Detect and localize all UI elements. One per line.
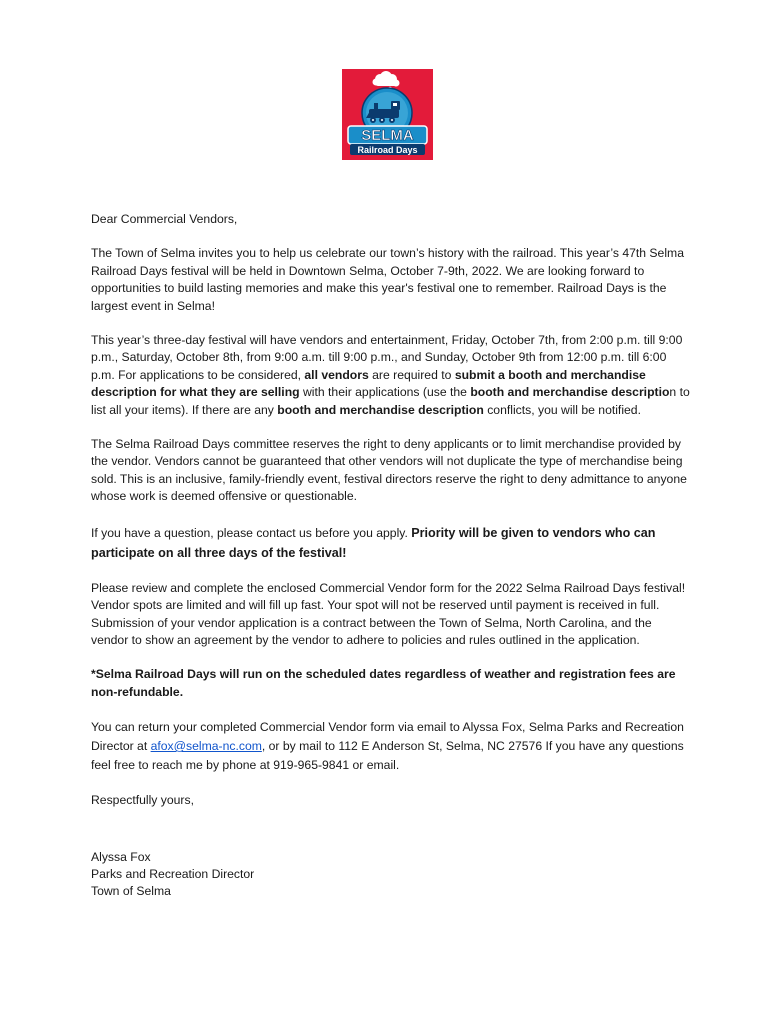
paragraph-invitation: The Town of Selma invites you to help us celebrate our town’s history with the railroad. This year’s 47th Selma Railroad Days festival will be held in Downtown Selma, October 7-9th, 2022. We are looking forward to opportunities to build lasting memories and make this year's festival one to remember. Railroad Days is the largest event in Selma! (91, 246, 684, 313)
paragraph-priority (91, 523, 691, 563)
email-link[interactable]: afox@selma-nc.com (150, 739, 262, 754)
contact-text-a: You can return your completed Commercial Vendor form via email to Alyssa Fox, Selma Parks and Recreation Director at (91, 720, 684, 754)
schedule-bold-conflicts: booth and merchandise description (277, 402, 484, 417)
salutation: Dear Commercial Vendors, (91, 212, 238, 226)
selma-railroad-days-logo (342, 69, 433, 160)
weather-notice: *Selma Railroad Days will run on the scheduled dates regardless of weather and registration fees are non-refundable. (91, 667, 676, 699)
logo-title: SELMA (361, 127, 414, 144)
schedule-bold-all-vendors: all vendors (304, 367, 369, 382)
letter-body (91, 211, 691, 901)
schedule-text-f: conflicts, you will be notified. (483, 402, 641, 417)
schedule-text-d: with their applications (use the (299, 385, 471, 400)
schedule-bold-submit: submit a booth and merchandise description for what they are selling (91, 367, 646, 400)
signature-block (91, 849, 691, 901)
schedule-text-c: are required to (368, 367, 455, 382)
paragraph-review: Please review and complete the enclosed Commercial Vendor form for the 2022 Selma Railroad Days festival! Vendor spots are limited and will fill up fast. Your spot will not be reserved until payment is received in full. Submission of your vendor application is a contract between the Town of Selma, North Carolina, and the vendor to show an agreement by the vendor to adhere to policies and rules outlined in the application. (91, 580, 686, 647)
priority-bold: Priority will be given to vendors who can participate on all three days of the festival! (91, 525, 656, 560)
priority-text: If you have a question, please contact us before you apply. (91, 525, 412, 540)
contact-text-b: , or by mail to 112 E Anderson St, Selma, NC 27576 If you have any questions feel free to reach me by phone at 919-965-9841 or email. (91, 739, 684, 773)
paragraph-schedule (91, 332, 691, 419)
schedule-bold-booth: booth and merchandise descriptio (470, 385, 670, 400)
schedule-text-e: n to list all your items). If there are any (91, 385, 690, 417)
schedule-text-a: This year’s three-day festival will have vendors and entertainment, Friday, October 7th, from 2:00 p.m. till 9:00 p.m., Saturday, October 8th, from 9:00 a.m. till 9:00 p.m., and Sunday, October 9th from 12:00 p.m. till 6:00 p.m. For applications to be considered, (91, 333, 683, 382)
signature-org: Town of Selma (91, 884, 171, 899)
paragraph-committee: The Selma Railroad Days committee reserves the right to deny applicants or to limit merchandise provided by the vendor. Vendors cannot be guaranteed that other vendors will not duplicate the type of merchandise being sold. This is an inclusive, family-friendly event, festival directors reserve the right to deny admittance to anyone whose work is deemed offensive or questionable. (91, 437, 687, 504)
closing: Respectfully yours, (91, 793, 194, 808)
signature-title: Parks and Recreation Director (91, 866, 255, 881)
logo-subtitle: Railroad Days (357, 145, 418, 155)
paragraph-contact (91, 718, 691, 775)
signature-name: Alyssa Fox (91, 849, 151, 864)
